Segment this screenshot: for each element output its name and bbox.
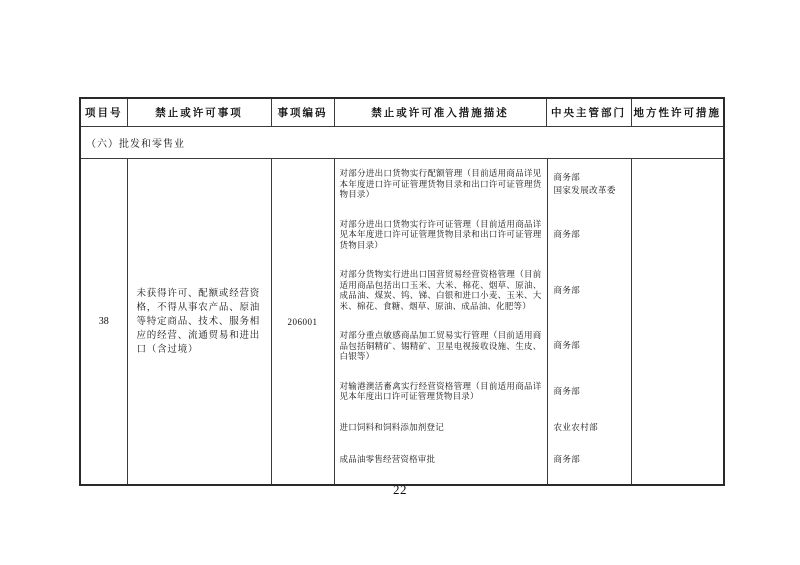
measures-cell (334, 159, 631, 486)
measure-row (335, 381, 631, 402)
department-name: 商务部 (553, 453, 581, 464)
section-row (80, 127, 724, 159)
measure-department (547, 284, 631, 297)
measure-description: 对部分货物实行进出口国营贸易经营资格管理（目前适用商品包括出口玉米、大米、棉花、烟草、原油、成品油、煤炭、钨、锑、白银和进口小麦、玉米、大米、棉花、食糖、烟草、原油、成品油、化肥等） (339, 269, 542, 311)
measure-department (547, 339, 631, 352)
measure-department (547, 421, 631, 434)
table-header-row (80, 98, 724, 127)
measure-department (547, 453, 631, 466)
col-header-measure-desc: 禁止或许可准入措施描述 (334, 98, 546, 127)
col-header-matter: 禁止或许可事项 (127, 98, 271, 127)
col-header-code: 事项编码 (271, 98, 334, 127)
page-number: 22 (393, 482, 407, 497)
measure-row (335, 421, 631, 434)
measure-row (335, 330, 631, 362)
department-name: 农业农村部 (553, 421, 599, 432)
measure-department (547, 171, 631, 197)
measure-row (335, 453, 631, 466)
col-header-item-no: 项目号 (80, 98, 127, 127)
matter-code-cell: 206001 (271, 159, 334, 486)
measure-description: 成品油零售经营资格审批 (339, 453, 436, 464)
item-number-cell: 38 (80, 159, 127, 486)
department-name: 商务部 (553, 284, 581, 295)
measure-department (547, 228, 631, 241)
measure-description: 对部分进出口货物实行配额管理（目前适用商品详见本年度进口许可证管理货物目录和出口许可证管理货物目录） (339, 168, 542, 199)
department-name: 商务部 (553, 228, 581, 239)
negative-list-table (79, 97, 725, 486)
measure-row (335, 168, 631, 200)
section-title: （六）批发和零售业 (80, 127, 724, 159)
matter-description: 未获得许可、配额或经营资格，不得从事农产品、原油等特定商品、技术、服务相应的经营、流通贸易和进出口（含过境） (136, 288, 261, 355)
measure-row (335, 269, 631, 311)
department-name: 国家发展改革委 (553, 184, 616, 195)
matter-cell (127, 159, 271, 486)
measure-description: 对输港澳活畜禽实行经营资格管理（目前适用商品详见本年度出口许可证管理货物目录） (339, 380, 542, 401)
col-header-local-measures: 地方性许可措施 (631, 98, 724, 127)
department-name: 商务部 (553, 171, 581, 182)
table-row (80, 159, 724, 486)
measure-description: 进口饲料和饲料添加剂登记 (339, 421, 444, 432)
measure-row (335, 219, 631, 251)
department-name: 商务部 (553, 385, 581, 396)
measure-department (547, 385, 631, 398)
local-measures-cell (631, 159, 724, 486)
measure-description: 对部分进出口货物实行许可证管理（目前适用商品详见本年度进口许可证管理货物目录和出口许可证管理货物目录） (339, 218, 542, 250)
col-header-central-dept: 中央主管部门 (546, 98, 631, 127)
measure-description: 对部分重点敏感商品加工贸易实行管理（目前适用商品包括铜精矿、锡精矿、卫星电视接收设施、生皮、白银等） (339, 330, 542, 361)
department-name: 商务部 (553, 340, 581, 351)
